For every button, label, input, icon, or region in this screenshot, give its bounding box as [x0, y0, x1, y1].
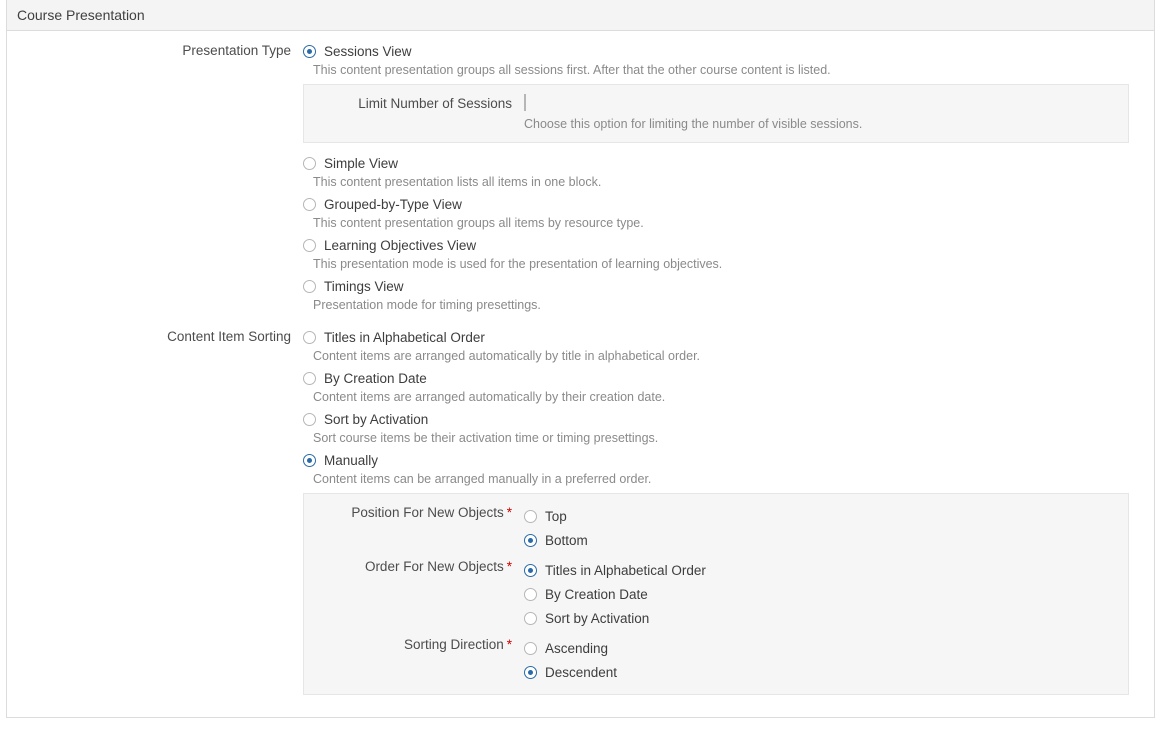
option-label: Descendent — [545, 664, 618, 680]
option-label: Manually — [324, 452, 379, 468]
radio-order-by-creation-date[interactable] — [524, 588, 537, 601]
radio-order-titles-in-alphabetical-order[interactable] — [524, 564, 537, 577]
panel-body — [7, 31, 1154, 717]
option-description: Content items can be arranged manually in a preferred order. — [313, 472, 652, 486]
option-label: Sessions View — [324, 43, 412, 59]
label-text: Order For New Objects — [364, 559, 504, 574]
sorting-direction-label — [304, 636, 524, 652]
manual-sorting-subpanel — [303, 493, 1129, 695]
option-position-top[interactable] — [524, 504, 1128, 528]
required-marker: * — [506, 637, 512, 652]
content-item-sorting-label: Content Item Sorting — [167, 329, 291, 344]
option-description: This content presentation lists all items in one block. — [313, 175, 602, 189]
option-description: Content items are arranged automatically by their creation date. — [313, 390, 666, 404]
option-order-by-creation-date[interactable] — [524, 582, 1128, 606]
label-text: Sorting Direction — [403, 637, 504, 652]
option-grouped-by-type-view[interactable] — [303, 194, 1154, 231]
radio-position-top[interactable] — [524, 510, 537, 523]
option-sort-by-activation[interactable] — [303, 409, 1154, 446]
option-timings-view[interactable] — [303, 276, 1154, 313]
label-text: Position For New Objects — [351, 505, 504, 520]
radio-direction-ascending[interactable] — [524, 642, 537, 655]
option-direction-descendent[interactable] — [524, 660, 1128, 684]
option-description: Sort course items be their activation time or timing presettings. — [313, 431, 659, 445]
option-manually[interactable] — [303, 450, 1154, 487]
option-simple-view[interactable] — [303, 153, 1154, 190]
course-presentation-panel — [6, 0, 1155, 718]
option-label: By Creation Date — [545, 586, 648, 602]
option-learning-objectives-view[interactable] — [303, 235, 1154, 272]
option-description: This presentation mode is used for the presentation of learning objectives. — [313, 257, 723, 271]
limit-sessions-subpanel — [303, 84, 1129, 143]
option-label: Grouped-by-Type View — [324, 196, 462, 212]
option-label: Titles in Alphabetical Order — [545, 562, 706, 578]
option-label: Top — [545, 508, 567, 524]
option-label: Learning Objectives View — [324, 237, 477, 253]
limit-sessions-label: Limit Number of Sessions — [358, 96, 512, 111]
content-item-sorting-row — [7, 317, 1154, 705]
option-label: By Creation Date — [324, 370, 427, 386]
radio-learning-objectives-view[interactable] — [303, 239, 316, 252]
sorting-direction-row — [304, 636, 1128, 684]
option-sessions-view[interactable] — [303, 41, 1154, 78]
option-description: This content presentation groups all items by resource type. — [313, 216, 644, 230]
option-description: This content presentation groups all sessions first. After that the other course content is listed. — [313, 63, 831, 77]
radio-direction-descendent[interactable] — [524, 666, 537, 679]
radio-grouped-by-type-view[interactable] — [303, 198, 316, 211]
option-direction-ascending[interactable] — [524, 636, 1128, 660]
presentation-type-label: Presentation Type — [182, 43, 291, 58]
limit-sessions-description: Choose this option for limiting the number of visible sessions. — [524, 117, 863, 131]
option-label: Sort by Activation — [324, 411, 429, 427]
presentation-type-options — [303, 41, 1154, 317]
radio-by-creation-date[interactable] — [303, 372, 316, 385]
option-description: Content items are arranged automatically by title in alphabetical order. — [313, 349, 701, 363]
radio-titles-in-alphabetical-order[interactable] — [303, 331, 316, 344]
option-description: Presentation mode for timing presettings. — [313, 298, 541, 312]
radio-timings-view[interactable] — [303, 280, 316, 293]
panel-header — [7, 0, 1154, 31]
order-for-new-objects-label — [304, 558, 524, 574]
position-for-new-objects-label — [304, 504, 524, 520]
radio-sort-by-activation[interactable] — [303, 413, 316, 426]
option-position-bottom[interactable] — [524, 528, 1128, 552]
option-order-sort-by-activation[interactable] — [524, 606, 1128, 630]
option-label: Ascending — [545, 640, 609, 656]
radio-position-bottom[interactable] — [524, 534, 537, 547]
page-title: Course Presentation — [17, 7, 145, 23]
option-label: Timings View — [324, 278, 404, 294]
option-label: Sort by Activation — [545, 610, 650, 626]
position-for-new-objects-row — [304, 504, 1128, 552]
option-by-creation-date[interactable] — [303, 368, 1154, 405]
option-order-titles-alphabetical[interactable] — [524, 558, 1128, 582]
option-label: Titles in Alphabetical Order — [324, 329, 485, 345]
order-for-new-objects-row — [304, 558, 1128, 630]
radio-sessions-view[interactable] — [303, 45, 316, 58]
radio-manually[interactable] — [303, 454, 316, 467]
required-marker: * — [506, 505, 512, 520]
presentation-type-row — [7, 31, 1154, 317]
required-marker: * — [506, 559, 512, 574]
checkbox-limit-number-of-sessions[interactable] — [524, 94, 526, 111]
option-label: Bottom — [545, 532, 588, 548]
option-label: Simple View — [324, 155, 399, 171]
content-item-sorting-options — [303, 327, 1154, 705]
radio-simple-view[interactable] — [303, 157, 316, 170]
radio-order-sort-by-activation[interactable] — [524, 612, 537, 625]
option-titles-alphabetical[interactable] — [303, 327, 1154, 364]
